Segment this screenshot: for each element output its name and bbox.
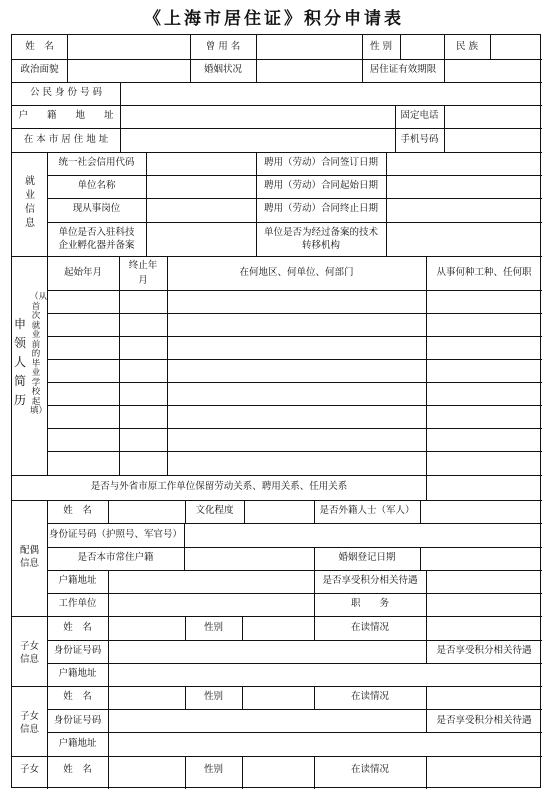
end-month-header-line2: 月 (138, 275, 148, 286)
child3-gender-label: 性别 (203, 764, 223, 775)
political-status-label: 政治面貌 (20, 64, 59, 75)
row-divider (47, 198, 542, 199)
application-form (11, 34, 541, 788)
landline-label: 固定电话 (400, 110, 439, 121)
position-label: 现从事岗位 (72, 203, 121, 214)
grid-line (67, 59, 68, 82)
grid-line (426, 570, 427, 616)
child1-section-line1: 子女 (19, 641, 39, 652)
spouse-education-label: 文化程度 (195, 505, 234, 516)
grid-line (444, 59, 445, 82)
grid-line (120, 82, 121, 152)
grid-line (119, 256, 120, 475)
row-divider (12, 59, 542, 60)
grid-line (242, 616, 243, 640)
grid-line (108, 686, 109, 756)
mobile-label: 手机号码 (400, 134, 439, 145)
spouse-name-label: 姓 名 (63, 505, 92, 516)
child2-points-label: 是否享受积分相关待遇 (436, 715, 532, 726)
former-name-label: 曾 用 名 (205, 41, 241, 52)
child1-hukou-label: 户籍地址 (58, 668, 97, 679)
grid-line (108, 570, 109, 616)
grid-line (490, 35, 491, 59)
spouse-section-line2: 信息 (19, 558, 39, 569)
incubator-label-line1: 单位是否入驻科技 (58, 227, 135, 238)
row-divider (47, 593, 542, 594)
row-divider (12, 82, 542, 83)
grid-line (420, 547, 421, 570)
child1-section-line2: 信息 (19, 654, 39, 665)
workplace-header: 在何地区、何单位、何部门 (239, 267, 354, 278)
child2-hukou-label: 户籍地址 (58, 738, 97, 749)
name-label: 姓 名 (25, 41, 54, 52)
residence-address-label: 在 本 市 居 住 地 址 (23, 134, 109, 145)
child1-gender-label: 性别 (203, 622, 223, 633)
section-divider (12, 256, 542, 257)
grid-line (256, 59, 257, 82)
section-divider (12, 500, 542, 501)
row-divider (47, 428, 542, 429)
row-divider (47, 640, 542, 641)
grid-line (108, 500, 109, 523)
child2-name-label: 姓 名 (63, 691, 92, 702)
child2-section-line1: 子女 (19, 711, 39, 722)
row-divider (47, 359, 542, 360)
section-divider (12, 756, 542, 757)
unit-name-label: 单位名称 (77, 180, 116, 191)
child1-id-label: 身份证号码 (53, 645, 102, 656)
grid-line (426, 256, 427, 475)
start-month-header: 起始年月 (63, 267, 102, 278)
grid-line (242, 756, 243, 789)
incubator-label-line2: 企业孵化器并备案 (58, 240, 135, 251)
grid-line (47, 152, 48, 475)
id-number-label: 公 民 身 份 号 码 (29, 87, 103, 98)
row-divider (12, 105, 542, 106)
child1-points-label: 是否享受积分相关待遇 (436, 645, 532, 656)
child2-section-line2: 信息 (19, 724, 39, 735)
transfer-label-line2: 转移机构 (301, 240, 340, 251)
job-header: 从事何种工种、任何职 (436, 267, 532, 278)
credit-code-label: 统一社会信用代码 (58, 157, 135, 168)
spouse-marriage-date-label: 婚姻登记日期 (338, 552, 396, 563)
grid-line (184, 547, 185, 570)
grid-line (108, 756, 109, 789)
row-divider (47, 313, 542, 314)
page-title: 《上海市居住证》积分申请表 (144, 9, 404, 29)
row-divider (47, 290, 542, 291)
section-divider (12, 616, 542, 617)
section-divider (12, 686, 542, 687)
row-divider (12, 475, 542, 476)
permit-validity-label: 居住证有效期限 (369, 64, 437, 75)
grid-line (444, 105, 445, 152)
spouse-foreign-label: 是否外籍人士（军人） (319, 505, 415, 516)
row-divider (47, 175, 542, 176)
child3-name-label: 姓 名 (63, 764, 92, 775)
row-divider (47, 523, 542, 524)
child1-school-label: 在读情况 (350, 622, 389, 633)
child3-section-label: 子女 (19, 764, 39, 775)
grid-line (146, 152, 147, 256)
spouse-id-label: 身份证号码（护照号、军官号） (48, 529, 182, 540)
labor-relation-question: 是否与外省市原工作单位保留劳动关系、聘用关系、任用关系 (90, 481, 348, 492)
grid-line (184, 523, 185, 547)
row-divider (47, 451, 542, 452)
child2-school-label: 在读情况 (350, 691, 389, 702)
section-divider (12, 152, 542, 153)
grid-line (426, 756, 427, 789)
gender-label: 性 别 (369, 41, 393, 52)
contract-start-date-label: 聘用（劳动）合同起始日期 (263, 180, 378, 191)
row-divider (47, 663, 542, 664)
resume-note: （从首次就业前的毕业学校起填） (30, 292, 48, 416)
grid-line (420, 500, 421, 523)
spouse-points-label: 是否享受积分相关待遇 (322, 575, 418, 586)
row-divider (47, 709, 542, 710)
grid-line (242, 686, 243, 709)
grid-line (256, 35, 257, 59)
row-divider (47, 570, 542, 571)
transfer-label-line1: 单位是否为经过备案的技术 (263, 227, 378, 238)
contract-sign-date-label: 聘用（劳动）合同签订日期 (263, 157, 378, 168)
marital-status-label: 婚姻状况 (203, 64, 242, 75)
grid-line (386, 152, 387, 256)
employment-section-label: 就业信息 (25, 176, 35, 229)
spouse-hukou-label: 户籍地址 (58, 575, 97, 586)
row-divider (47, 732, 542, 733)
row-divider (47, 382, 542, 383)
contract-end-date-label: 聘用（劳动）合同终止日期 (263, 203, 378, 214)
row-divider (47, 222, 542, 223)
spouse-section-line1: 配偶 (19, 545, 39, 556)
row-divider (47, 405, 542, 406)
end-month-header-line1: 终止年 (128, 260, 158, 271)
grid-line (400, 35, 401, 59)
grid-line (108, 616, 109, 686)
row-divider (47, 336, 542, 337)
child2-gender-label: 性别 (203, 691, 223, 702)
row-divider (12, 128, 542, 129)
hukou-address-label: 户 籍 地 址 (18, 110, 114, 121)
row-divider (47, 547, 542, 548)
grid-line (244, 500, 245, 523)
grid-line (67, 35, 68, 59)
child1-name-label: 姓 名 (63, 622, 92, 633)
child3-school-label: 在读情况 (350, 764, 389, 775)
child2-id-label: 身份证号码 (53, 715, 102, 726)
grid-line (426, 475, 427, 500)
spouse-local-hukou-label: 是否本市常住户籍 (77, 552, 154, 563)
grid-line (167, 256, 168, 475)
ethnicity-label: 民 族 (455, 41, 479, 52)
spouse-duty-label: 职 务 (350, 598, 389, 609)
spouse-work-unit-label: 工作单位 (58, 598, 97, 609)
resume-section-label: 申领人简历 (13, 317, 26, 407)
